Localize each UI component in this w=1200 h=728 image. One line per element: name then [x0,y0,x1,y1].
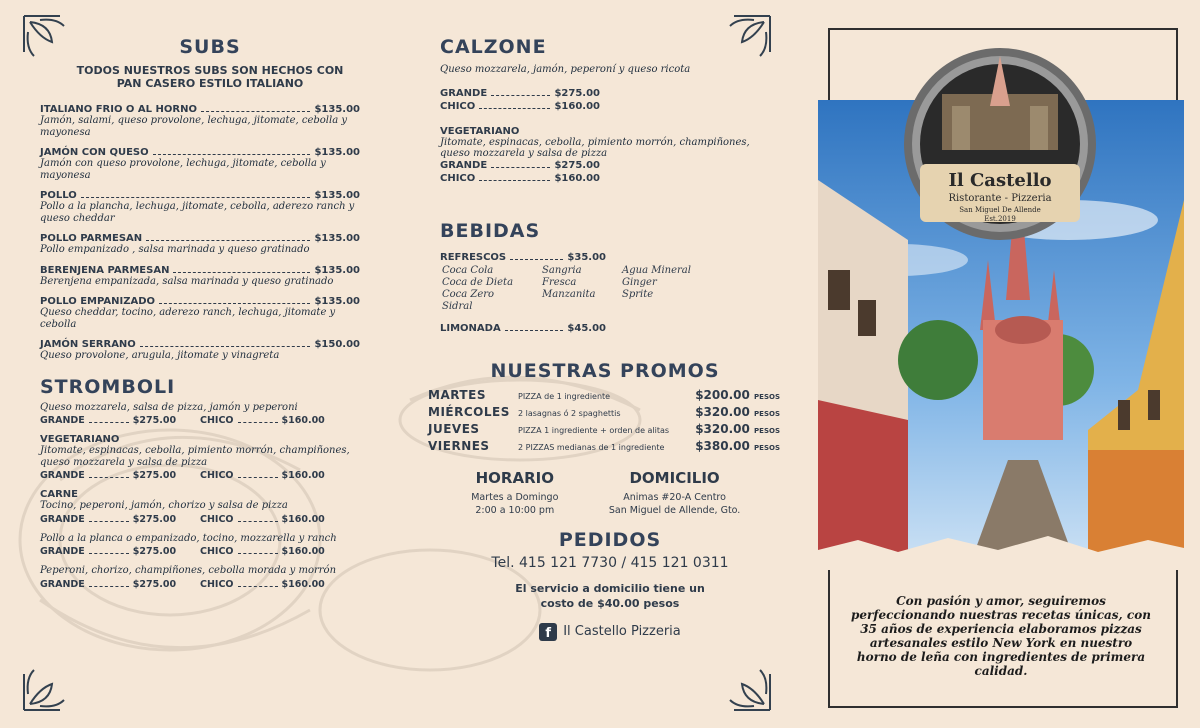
menu-item [40,265,360,288]
size-price: $275.00 [132,415,177,426]
size-label: CHICO [200,546,234,557]
drink-name: Agua Mineral [622,264,691,276]
size-label: CHICO [200,415,234,426]
size-price: $275.00 [132,513,177,525]
phone-numbers: Tel. 415 121 7730 / 415 121 0311 [491,554,729,571]
promo-currency: PESOS [754,409,780,418]
horario-line: 2:00 a 10:00 pm [475,504,555,516]
promo-row [428,422,780,436]
promo-day: JUEVES [428,421,480,436]
promo-price: $380.00 [695,438,750,453]
promo-currency: PESOS [754,426,780,435]
corner-ornament-icon [20,644,90,714]
horario-block [440,469,590,517]
size-price: $160.00 [281,513,325,525]
drink-name: Coca de Dieta [442,276,514,288]
item-price: $135.00 [314,264,360,276]
size-label: GRANDE [40,470,85,481]
facebook-link[interactable] [440,623,780,641]
menu-item [40,296,360,330]
delivery-line: costo de $40.00 pesos [540,596,680,610]
item-name: POLLO EMPANIZADO [40,296,156,307]
item-description: Peperoni, chorizo, champiñones, cebolla morada y morrón [40,565,337,576]
stromboli-item [40,533,360,558]
item-description: Jamón con queso provolone, lechuga, jitomate, cebolla y mayonesa [40,158,326,181]
item-price: $135.00 [314,233,360,244]
subs-subtitle [60,64,360,90]
promo-description: 2 PIZZAS medianas de 1 ingrediente [518,442,665,452]
item-description: Jamón, salami, queso provolone, lechuga, jitomate, cebolla y mayonesa [40,115,347,138]
item-description: Queso provolone, arugula, jitomate y vinagreta [40,350,280,361]
cover-panel [818,0,1200,728]
promo-row [428,439,780,453]
size-label: CHICO [200,513,234,525]
promo-currency: PESOS [754,392,780,401]
promo-day: MIÉRCOLES [428,404,510,419]
item-price: $135.00 [314,190,360,201]
item-price: $45.00 [567,322,606,334]
drink-name: Ginger [622,276,657,288]
drink-name: Fresca [542,276,577,288]
size-price: $160.00 [281,578,325,590]
tagline: Con pasión y amor, seguiremos perfeccionando nuestras recetas únicas, con 35 años de experiencia elaboramos pizzas artesanales estilo New York en nuestro horno de leña con ingredientes de primera calidad. [851,594,1151,678]
item-price: $135.00 [314,296,360,307]
stromboli-item [40,489,360,525]
logo-brand-city: San Miguel De Allende [959,206,1041,214]
drink-name: Sangria [542,264,582,276]
menu-item [40,104,360,138]
address-line: Animas #20-A Centro [623,491,726,503]
promo-currency: PESOS [754,443,780,452]
item-description: Jitomate, espinacas, cebolla, pimiento morrón, champiñones, queso mozzarela y salsa de pizza [40,445,350,468]
item-price: $150.00 [314,339,360,350]
item-name: JAMÓN SERRANO [40,339,136,350]
logo-brand-est: Est.2019 [984,215,1016,223]
stromboli-item [40,565,360,590]
size-label: CHICO [200,470,234,481]
menu-item [40,147,360,181]
logo-brand-sub: Ristorante - Pizzeria [948,193,1052,204]
item-name: CARNE [40,489,78,500]
item-name: VEGETARIANO [440,125,520,137]
item-price: $135.00 [314,147,360,158]
item-price: $135.00 [314,104,360,115]
promo-row [428,405,780,419]
drink-name: Manzanita [542,288,596,300]
calzone-description: Queso mozzarela, jamón, peperoní y queso ricota [440,64,691,75]
left-column [40,36,360,598]
size-price: $160.00 [281,546,325,557]
subs-subtitle-line: TODOS NUESTROS SUBS SON HECHOS CON [76,64,344,77]
size-label: CHICO [200,578,234,590]
menu-item [40,339,360,362]
stromboli-title: STROMBOLI [40,375,176,398]
item-price: $35.00 [567,251,606,263]
drinks-list [442,265,780,313]
promo-day: MARTES [428,387,486,402]
size-label: GRANDE [440,87,488,99]
promos-title: NUESTRAS PROMOS [490,359,720,382]
promos-list [428,388,780,453]
item-name: BERENJENA PARMESAN [40,264,170,276]
size-price: $160.00 [554,172,600,184]
subs-title: SUBS [179,36,241,58]
calzone-title: CALZONE [440,36,547,58]
size-price: $275.00 [132,546,177,557]
drink-name: Coca Zero [442,288,495,300]
size-price: $275.00 [554,87,600,99]
size-label: GRANDE [40,578,85,590]
horario-line: Martes a Domingo [471,491,559,503]
horario-title: HORARIO [475,468,554,487]
logo-brand-name: Il Castello [948,170,1052,191]
item-description: Berenjena empanizada, salsa marinada y queso gratinado [40,275,334,287]
item-description: Queso cheddar, tocino, aderezo ranch, lechuga, jitomate y cebolla [40,307,336,330]
subs-subtitle-line: PAN CASERO ESTILO ITALIANO [116,77,304,90]
size-label: CHICO [440,172,476,184]
menu-item [40,190,360,224]
domicilio-block [590,469,760,517]
promo-price: $320.00 [695,404,750,419]
item-description: Pollo a la plancha, lechuga, jitomate, cebolla, aderezo ranch y queso cheddar [40,201,355,224]
item-name: ITALIANO FRIO O AL HORNO [40,104,197,115]
item-name: VEGETARIANO [40,434,120,445]
size-price: $160.00 [281,415,325,426]
size-label: GRANDE [40,546,85,557]
address-line: San Miguel de Allende, Gto. [608,504,741,516]
promo-price: $200.00 [695,387,750,402]
stromboli-item [40,434,360,481]
size-label: GRANDE [440,159,488,171]
promo-description: PIZZA 1 ingrediente + orden de alitas [518,425,670,435]
pedidos-title: PEDIDOS [558,528,662,551]
size-price: $160.00 [554,100,600,112]
size-price: $160.00 [281,470,325,481]
drink-name: Coca Cola [442,264,494,276]
item-name: REFRESCOS [440,251,507,263]
size-label: CHICO [440,100,476,112]
domicilio-title: DOMICILIO [629,468,720,487]
promo-description: 2 lasagnas ó 2 spaghettis [518,408,621,418]
facebook-icon: f [539,623,557,641]
delivery-line: El servicio a domicilio tiene un [515,581,705,595]
il-castello-logo [902,46,1098,242]
delivery-fee-note [440,581,780,611]
promo-description: PIZZA de 1 ingrediente [518,391,611,401]
item-name: POLLO [40,190,77,201]
drink-name: Sprite [622,288,654,300]
item-name: POLLO PARMESAN [40,233,143,244]
item-description: Pollo empanizado , salsa marinada y queso gratinado [40,244,310,255]
corner-ornament-icon [704,644,774,714]
size-label: GRANDE [40,415,85,426]
facebook-handle: Il Castello Pizzeria [563,624,681,639]
size-price: $275.00 [554,159,600,171]
item-description: Queso mozzarela, salsa de pizza, jamón y peperoni [40,401,298,413]
promo-day: VIERNES [428,438,490,453]
drink-name: Sidral [442,300,473,312]
promo-price: $320.00 [695,421,750,436]
size-price: $275.00 [132,578,177,590]
stromboli-item [40,402,360,427]
item-description: Jitomate, espinacas, cebolla, pimiento morrón, champiñones, queso mozzarela y salsa de pizza [440,136,750,159]
item-description: Pollo a la planca o empanizado, tocino, mozzarella y ranch [40,532,337,544]
middle-column [428,36,780,641]
item-description: Tocino, peperoni, jamón, chorizo y salsa de pizza [40,500,288,511]
bebidas-title: BEBIDAS [440,219,541,242]
item-name: JAMÓN CON QUESO [40,147,149,158]
menu-item [40,233,360,256]
item-name: LIMONADA [440,322,501,334]
size-price: $275.00 [132,470,177,481]
size-label: GRANDE [40,513,85,525]
promo-row [428,388,780,402]
